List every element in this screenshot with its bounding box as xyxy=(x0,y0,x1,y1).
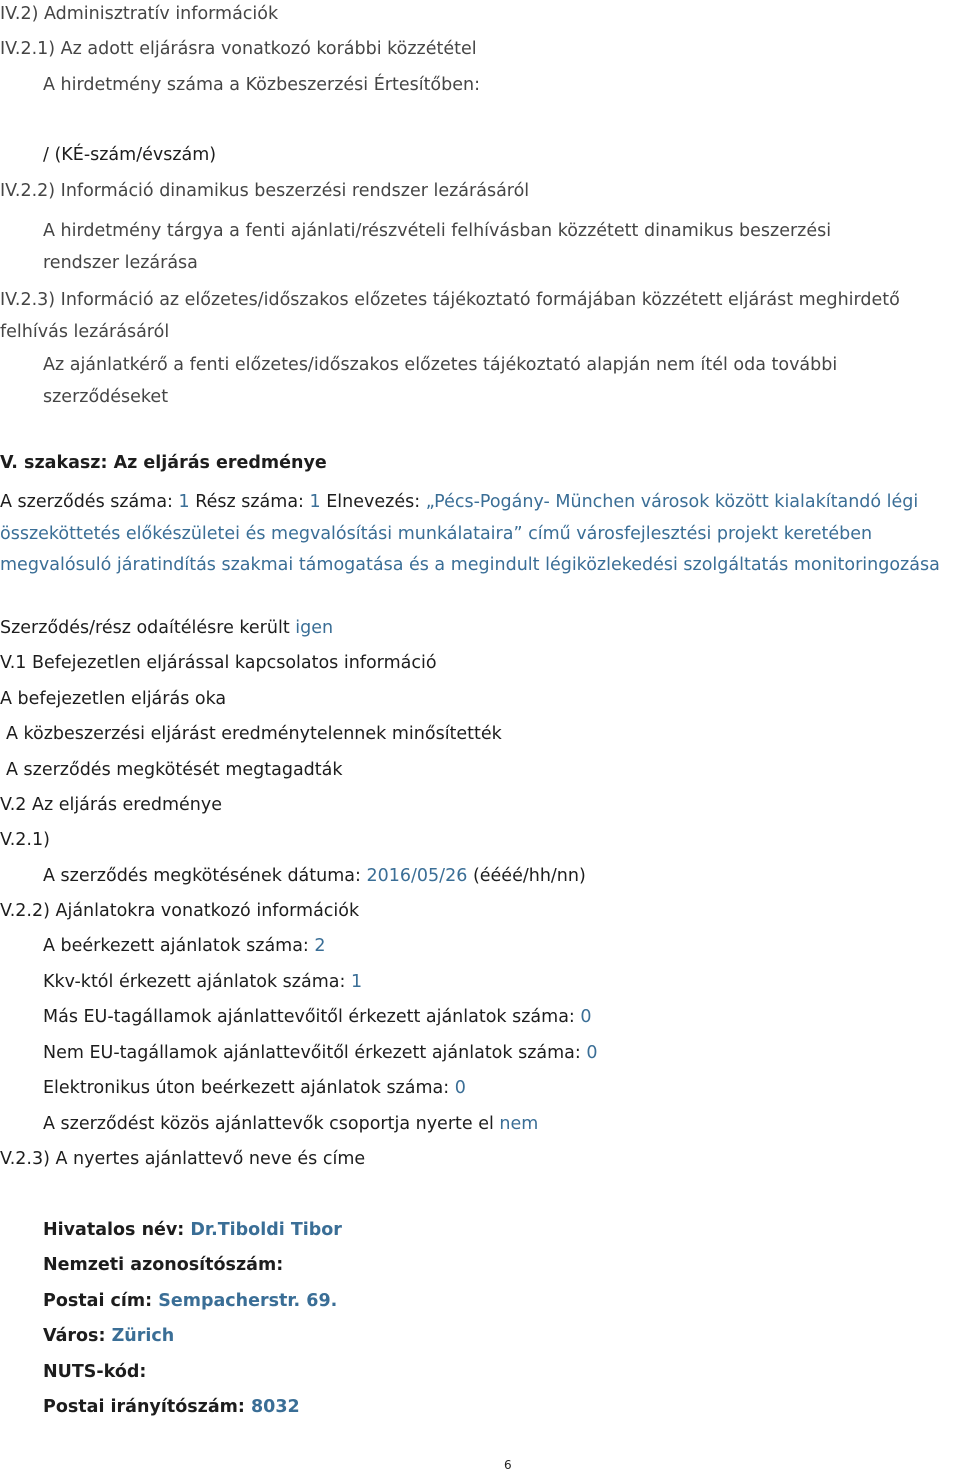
contract-title: „Pécs-Pogány- München városok között kialakítandó légi összeköttetés előkészületei és megvalósítási munkálataira” című városfejlesztési projekt keretében megvalósuló járatindítás szakmai támogatása és a megindult légiközlekedési szolgáltatás monitoringozása xyxy=(0,492,940,575)
contract-date-row xyxy=(43,866,586,888)
tender-row xyxy=(43,1007,592,1029)
date-value: 2016/05/26 xyxy=(366,866,468,886)
pin-heading: IV.2.3) Információ az előzetes/időszakos előzetes tájékoztató formájában közzétett eljárást meghirdető felhívás lezárásáról xyxy=(0,290,900,342)
contract-no-label: A szerződés száma: xyxy=(0,492,173,512)
contract-no: 1 xyxy=(178,492,190,512)
tender-value: 0 xyxy=(454,1078,466,1098)
postcode-label: Postai irányítószám: xyxy=(43,1397,245,1417)
notice-number-label: A hirdetmény száma a Közbeszerzési Értesítőben: xyxy=(43,75,481,95)
v21-label: V.2.1) xyxy=(0,830,50,850)
unsuccessful-reason: A befejezetlen eljárás oka xyxy=(0,689,227,709)
tender-value: 1 xyxy=(350,972,363,992)
section-v-heading: V. szakasz: Az eljárás eredménye xyxy=(0,453,327,473)
tender-label: A beérkezett ajánlatok száma: xyxy=(43,936,309,956)
lot-no: 1 xyxy=(309,492,321,512)
tender-row xyxy=(43,1078,466,1100)
tender-label: Nem EU-tagállamok ajánlattevőitől érkezett ajánlatok száma: xyxy=(43,1043,581,1063)
dps-heading: IV.2.2) Információ dinamikus beszerzési rendszer lezárásáról xyxy=(0,181,530,201)
postal-address-row xyxy=(43,1291,337,1313)
reason-1: A közbeszerzési eljárást eredménytelennek minősítették xyxy=(6,724,502,744)
official-name: Dr.Tiboldi Tibor xyxy=(190,1220,342,1240)
national-id-label: Nemzeti azonosítószám: xyxy=(43,1255,284,1275)
tender-row xyxy=(43,1043,598,1065)
awarded-value: igen xyxy=(295,618,334,638)
postcode-row xyxy=(43,1397,300,1419)
tenders-heading: V.2.2) Ajánlatokra vonatkozó információk xyxy=(0,901,360,921)
awarded-row xyxy=(0,618,333,640)
tender-label: A szerződést közös ajánlattevők csoportja nyerte el xyxy=(43,1114,494,1134)
tender-value: 0 xyxy=(580,1007,592,1027)
lot-no-label: Rész száma: xyxy=(195,492,304,512)
winner-heading: V.2.3) A nyertes ajánlattevő neve és címe xyxy=(0,1149,366,1169)
tender-label: Más EU-tagállamok ajánlattevőitől érkezett ajánlatok száma: xyxy=(43,1007,575,1027)
tender-value: 2 xyxy=(314,936,326,956)
city-row xyxy=(43,1326,174,1348)
postal-address: Sempacherstr. 69. xyxy=(158,1291,338,1311)
postal-address-label: Postai cím: xyxy=(43,1291,153,1311)
date-label: A szerződés megkötésének dátuma: xyxy=(43,866,361,886)
awarded-label: Szerződés/rész odaítélésre került xyxy=(0,618,290,638)
postcode: 8032 xyxy=(250,1397,300,1417)
city: Zürich xyxy=(111,1326,175,1346)
tender-label: Kkv-któl érkezett ajánlatok száma: xyxy=(43,972,346,992)
tender-row xyxy=(43,972,362,994)
tender-value: nem xyxy=(499,1114,539,1134)
official-name-label: Hivatalos név: xyxy=(43,1220,185,1240)
ke-number-format: / (KÉ-szám/évszám) xyxy=(43,145,217,165)
prev-pub-heading: IV.2.1) Az adott eljárásra vonatkozó korábbi közzététel xyxy=(0,39,477,59)
dps-text: A hirdetmény tárgya a fenti ajánlati/részvételi felhívásban közzétett dinamikus beszerzési rendszer lezárása xyxy=(43,221,832,273)
reason-2: A szerződés megkötését megtagadták xyxy=(6,760,343,780)
official-name-row xyxy=(43,1220,342,1242)
tender-row xyxy=(43,1114,538,1136)
city-label: Város: xyxy=(43,1326,106,1346)
admin-heading: IV.2) Adminisztratív információk xyxy=(0,4,279,24)
unsuccessful-heading: V.1 Befejezetlen eljárással kapcsolatos információ xyxy=(0,653,437,673)
tender-label: Elektronikus úton beérkezett ajánlatok száma: xyxy=(43,1078,450,1098)
title-label: Elnevezés: xyxy=(326,492,421,512)
page-number: 6 xyxy=(504,1458,512,1472)
tender-value: 0 xyxy=(586,1043,598,1063)
pin-text: Az ajánlatkérő a fenti előzetes/időszakos előzetes tájékoztató alapján nem ítél oda további szerződéseket xyxy=(43,355,838,407)
date-format: (éééé/hh/nn) xyxy=(472,866,586,886)
outcome-heading: V.2 Az eljárás eredménye xyxy=(0,795,222,815)
nuts-label: NUTS-kód: xyxy=(43,1362,147,1382)
contract-info xyxy=(0,487,958,582)
tender-row xyxy=(43,936,326,958)
